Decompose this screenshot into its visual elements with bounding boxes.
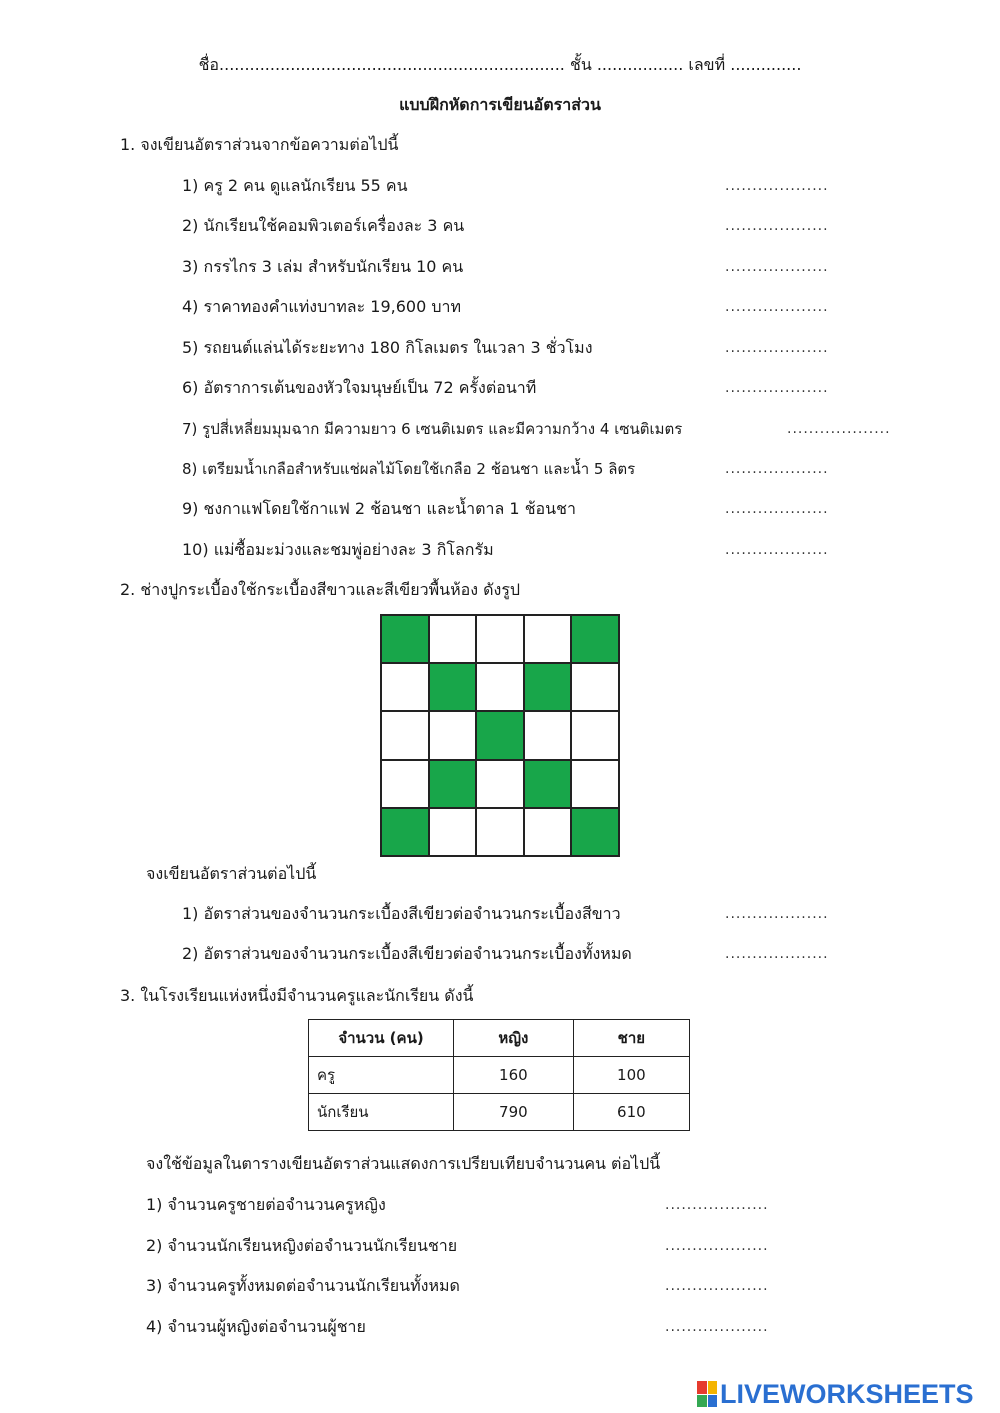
- tile-white: [381, 663, 429, 711]
- tile-green: [524, 760, 572, 808]
- s2-question-2: 2) อัตราส่วนของจำนวนกระเบื้องสีเขียวต่อจำนวนกระเบื้องทั้งหมด: [182, 944, 632, 963]
- s1-answer-6[interactable]: ...................: [725, 380, 829, 396]
- s3-answer-1[interactable]: ...................: [665, 1197, 769, 1213]
- s1-answer-7[interactable]: ...................: [787, 421, 891, 437]
- tile-white: [476, 808, 524, 856]
- s3-answer-2[interactable]: ...................: [665, 1238, 769, 1254]
- liveworksheets-logo-icon: [697, 1381, 717, 1407]
- table-cell: 610: [573, 1094, 689, 1131]
- staff-student-table: [308, 1019, 690, 1131]
- liveworksheets-logo[interactable]: [697, 1378, 974, 1410]
- s2-answer-2[interactable]: ...................: [725, 946, 829, 962]
- section3-instruction: จงใช้ข้อมูลในตารางเขียนอัตราส่วนแสดงการเปรียบเทียบจำนวนคน ต่อไปนี้: [146, 1154, 661, 1173]
- tile-green: [381, 808, 429, 856]
- s1-question-6: 6) อัตราการเต้นของหัวใจมนุษย์เป็น 72 ครั้งต่อนาที: [182, 378, 537, 397]
- tile-green: [524, 663, 572, 711]
- s1-answer-10[interactable]: ...................: [725, 542, 829, 558]
- table-header-cell: จำนวน (คน): [309, 1020, 454, 1057]
- tile-white: [524, 615, 572, 663]
- table-cell-label: นักเรียน: [309, 1094, 454, 1131]
- tile-white: [571, 711, 619, 759]
- name-class-number-line[interactable]: ชื่อ.................................................................... ชั้น ................. เลขที่ ..............: [198, 55, 802, 74]
- tile-green: [571, 615, 619, 663]
- liveworksheets-logo-text: LIVEWORKSHEETS: [720, 1378, 974, 1409]
- s1-answer-4[interactable]: ...................: [725, 299, 829, 315]
- s1-answer-1[interactable]: ...................: [725, 178, 829, 194]
- tile-green: [429, 760, 477, 808]
- tile-grid: [380, 614, 620, 857]
- tile-white: [429, 615, 477, 663]
- s1-answer-5[interactable]: ...................: [725, 340, 829, 356]
- s1-question-8: 8) เตรียมน้ำเกลือสำหรับแช่ผลไม้โดยใช้เกลือ 2 ช้อนชา และน้ำ 5 ลิตร: [182, 460, 636, 478]
- section2-heading: 2. ช่างปูกระเบื้องใช้กระเบื้องสีขาวและสีเขียวพื้นห้อง ดังรูป: [120, 580, 521, 599]
- tile-white: [381, 711, 429, 759]
- s1-question-10: 10) แม่ซื้อมะม่วงและชมพู่อย่างละ 3 กิโลกรัม: [182, 540, 494, 559]
- s2-answer-1[interactable]: ...................: [725, 906, 829, 922]
- tile-white: [476, 663, 524, 711]
- s3-question-3: 3) จำนวนครูทั้งหมดต่อจำนวนนักเรียนทั้งหมด: [146, 1276, 460, 1295]
- tile-white: [571, 663, 619, 711]
- s1-answer-9[interactable]: ...................: [725, 501, 829, 517]
- section3-heading: 3. ในโรงเรียนแห่งหนึ่งมีจำนวนครูและนักเรียน ดังนี้: [120, 986, 474, 1005]
- s1-question-9: 9) ชงกาแฟโดยใช้กาแฟ 2 ช้อนชา และน้ำตาล 1 ช้อนชา: [182, 499, 576, 518]
- table-header-cell: ชาย: [573, 1020, 689, 1057]
- tile-green: [429, 663, 477, 711]
- tile-white: [381, 760, 429, 808]
- s1-question-2: 2) นักเรียนใช้คอมพิวเตอร์เครื่องละ 3 คน: [182, 216, 465, 235]
- tile-green: [381, 615, 429, 663]
- tile-white: [524, 711, 572, 759]
- tile-white: [524, 808, 572, 856]
- section1-heading: 1. จงเขียนอัตราส่วนจากข้อความต่อไปนี้: [120, 135, 399, 154]
- table-cell-label: ครู: [309, 1057, 454, 1094]
- table-header-cell: หญิง: [454, 1020, 574, 1057]
- s1-answer-3[interactable]: ...................: [725, 259, 829, 275]
- s1-answer-2[interactable]: ...................: [725, 218, 829, 234]
- table-row: [309, 1094, 690, 1131]
- s3-question-4: 4) จำนวนผู้หญิงต่อจำนวนผู้ชาย: [146, 1317, 366, 1336]
- table-cell: 100: [573, 1057, 689, 1094]
- tile-white: [476, 760, 524, 808]
- worksheet-title: แบบฝึกหัดการเขียนอัตราส่วน: [399, 95, 601, 114]
- table-cell: 790: [454, 1094, 574, 1131]
- tile-green: [476, 711, 524, 759]
- table-row: [309, 1057, 690, 1094]
- tile-white: [429, 711, 477, 759]
- s3-answer-3[interactable]: ...................: [665, 1278, 769, 1294]
- table-header-row: [309, 1020, 690, 1057]
- s1-question-5: 5) รถยนต์แล่นได้ระยะทาง 180 กิโลเมตร ในเวลา 3 ชั่วโมง: [182, 338, 593, 357]
- s1-question-1: 1) ครู 2 คน ดูแลนักเรียน 55 คน: [182, 176, 408, 195]
- s3-question-1: 1) จำนวนครูชายต่อจำนวนครูหญิง: [146, 1195, 386, 1214]
- tile-white: [476, 615, 524, 663]
- s1-question-7: 7) รูปสี่เหลี่ยมมุมฉาก มีความยาว 6 เซนติเมตร และมีความกว้าง 4 เซนติเมตร: [182, 420, 683, 438]
- section2-instruction: จงเขียนอัตราส่วนต่อไปนี้: [146, 864, 317, 883]
- tile-white: [429, 808, 477, 856]
- s1-answer-8[interactable]: ...................: [725, 461, 829, 477]
- s1-question-3: 3) กรรไกร 3 เล่ม สำหรับนักเรียน 10 คน: [182, 257, 464, 276]
- table-cell: 160: [454, 1057, 574, 1094]
- tile-white: [571, 760, 619, 808]
- s1-question-4: 4) ราคาทองคำแท่งบาทละ 19,600 บาท: [182, 297, 462, 316]
- tile-green: [571, 808, 619, 856]
- s3-question-2: 2) จำนวนนักเรียนหญิงต่อจำนวนนักเรียนชาย: [146, 1236, 458, 1255]
- s3-answer-4[interactable]: ...................: [665, 1319, 769, 1335]
- s2-question-1: 1) อัตราส่วนของจำนวนกระเบื้องสีเขียวต่อจำนวนกระเบื้องสีขาว: [182, 904, 621, 923]
